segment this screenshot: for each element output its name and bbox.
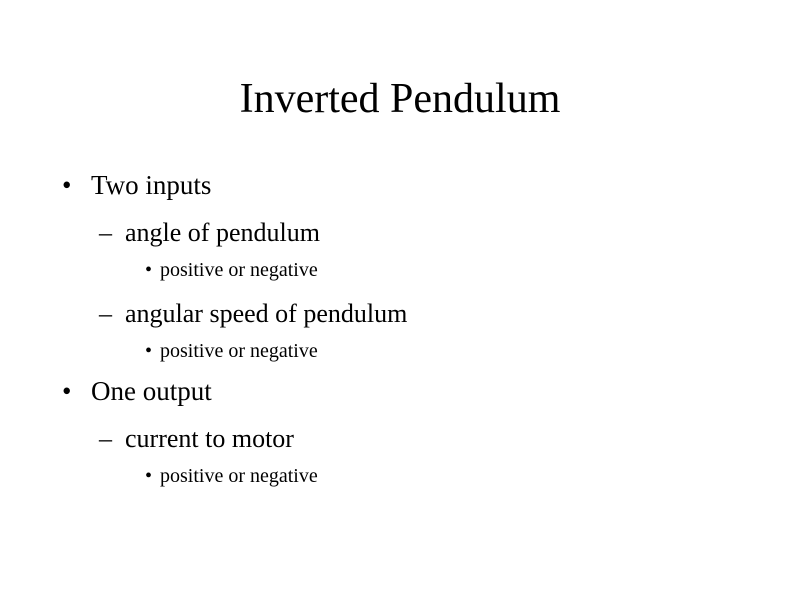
bullet-item [0, 466, 800, 486]
bullet-text: angular speed of pendulum [125, 299, 408, 328]
bullet-text: current to motor [125, 424, 294, 453]
bullet-text: positive or negative [160, 340, 318, 362]
bullet-item [0, 378, 800, 405]
bullet-item [0, 260, 800, 280]
bullet-text: angle of pendulum [125, 218, 320, 247]
bullet-text: One output [91, 376, 212, 406]
bullet-item [0, 341, 800, 361]
bullet-marker-icon: • [145, 465, 153, 487]
dash-marker-icon: – [99, 424, 112, 453]
bullet-item [0, 301, 800, 327]
bullet-item [0, 426, 800, 452]
bullet-text: positive or negative [160, 465, 318, 487]
bullet-marker-icon: • [145, 340, 153, 362]
dash-marker-icon: – [99, 218, 112, 247]
dash-marker-icon: – [99, 299, 112, 328]
bullet-text: Two inputs [91, 170, 212, 200]
bullet-text: positive or negative [160, 259, 318, 281]
bullet-list [0, 172, 800, 486]
bullet-item [0, 172, 800, 199]
bullet-marker-icon: • [62, 170, 72, 200]
bullet-item [0, 220, 800, 246]
bullet-marker-icon: • [62, 376, 72, 406]
slide-title: Inverted Pendulum [239, 76, 561, 122]
bullet-marker-icon: • [145, 259, 153, 281]
